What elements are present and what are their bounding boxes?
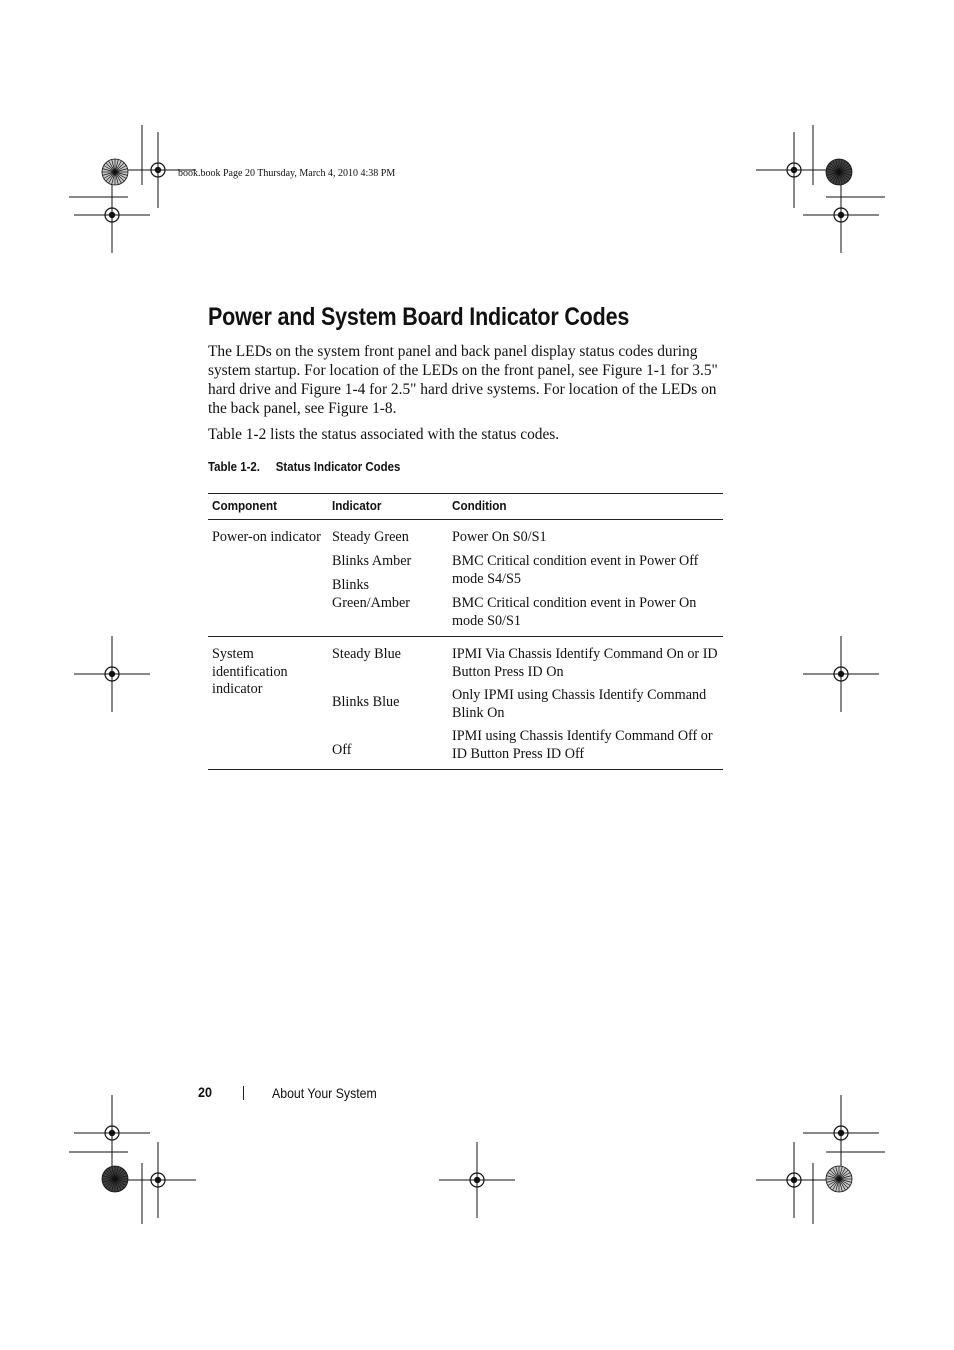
table-group-power-on	[208, 520, 723, 637]
header-indicator: Indicator	[328, 494, 448, 520]
table-reference-paragraph: Table 1-2 lists the status associated with the status codes.	[208, 426, 560, 443]
power-state: S4/S5	[487, 570, 521, 587]
power-state: S0/S1	[512, 529, 547, 545]
crosshair-mark	[803, 177, 879, 253]
crosshair-mark	[803, 636, 879, 712]
component-cell: Power-on indicator	[212, 529, 321, 545]
table-caption-number: Table 1-2.	[208, 459, 260, 474]
condition-value: Only IPMI using Chassis Identify Command Blink On	[452, 687, 707, 721]
condition-value: IPMI Via Chassis Identify Command On or ID Button Press ID On	[452, 646, 718, 680]
print-slug: book.book Page 20 Thursday, March 4, 2010 4:38 PM	[178, 168, 396, 179]
footer-section-title: About Your System	[272, 1085, 377, 1101]
starburst-target	[826, 1166, 852, 1192]
table-caption	[208, 459, 400, 474]
page-title: Power and System Board Indicator Codes	[208, 303, 630, 331]
crosshair-mark	[74, 1095, 150, 1171]
footer-divider	[243, 1086, 244, 1100]
starburst-target	[102, 159, 128, 185]
status-indicator-table	[208, 493, 723, 770]
table-row	[208, 520, 723, 637]
crosshair-mark	[74, 177, 150, 253]
crosshair-mark	[439, 1142, 515, 1218]
crosshair-mark	[756, 1142, 832, 1218]
indicator-cell	[328, 520, 448, 637]
condition-cell	[448, 520, 723, 637]
condition-cell	[448, 637, 723, 770]
crosshair-mark	[803, 1095, 879, 1171]
table-row	[208, 637, 723, 770]
table-header-row	[208, 494, 723, 520]
crosshair-mark	[74, 636, 150, 712]
indicator-value: Steady Green	[332, 529, 409, 545]
power-state: S0/S1	[487, 612, 521, 629]
condition-value: BMC Critical condition event in Power On mode S0/S1	[452, 595, 697, 629]
crosshair-mark	[120, 1142, 196, 1218]
page-number: 20	[198, 1084, 213, 1100]
table-caption-title: Status Indicator Codes	[275, 459, 401, 474]
header-component: Component	[208, 494, 328, 520]
indicator-value: Blinks Green/Amber	[332, 577, 410, 611]
starburst-target	[826, 159, 852, 185]
intro-paragraph: The LEDs on the system front panel and back panel display status codes during system startup. For location of the LEDs on the front panel, see Figure 1-1 for 3.5" hard drive and Figure 1-4 for 2.5" hard drive systems. For location of the LEDs on the back panel, see Figure 1-8.	[208, 343, 718, 417]
indicator-cell	[328, 637, 448, 770]
indicator-value: Off	[332, 742, 352, 758]
crosshair-mark	[756, 132, 832, 208]
starburst-target	[102, 1166, 128, 1192]
table-group-system-id	[208, 637, 723, 770]
indicator-value: Steady Blue	[332, 646, 401, 662]
condition-value: IPMI using Chassis Identify Command Off or ID Button Press ID Off	[452, 728, 713, 762]
condition-value: BMC Critical condition event in Power Off mode S4/S5	[452, 553, 699, 587]
condition-value: Power On S0/S1	[452, 529, 547, 545]
indicator-value: Blinks Amber	[332, 553, 412, 569]
component-cell: System identification indicator	[212, 646, 288, 697]
indicator-value: Blinks Blue	[332, 694, 400, 710]
header-condition: Condition	[448, 494, 723, 520]
